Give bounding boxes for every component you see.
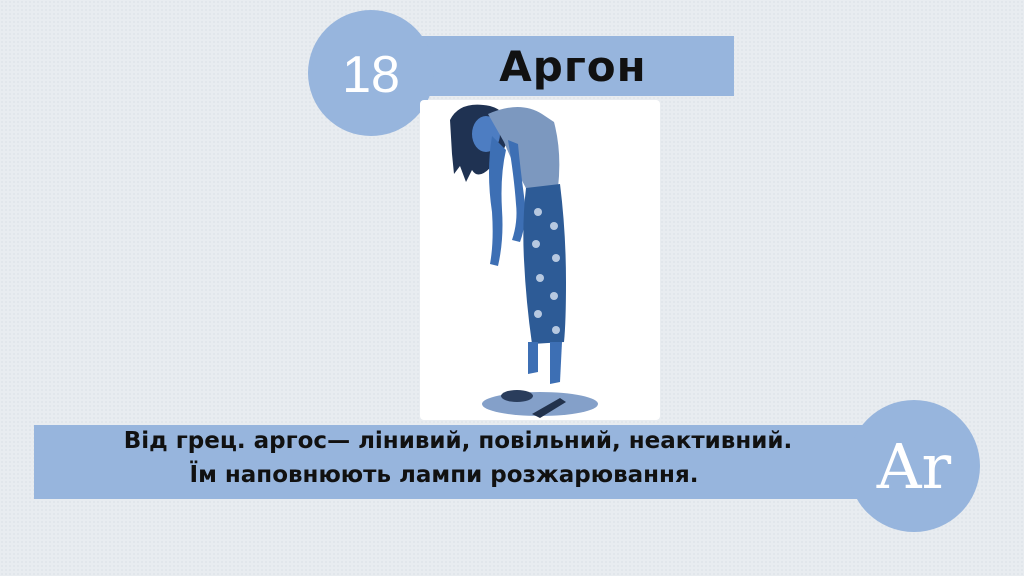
right-leg [550, 342, 562, 384]
element-symbol-badge [848, 400, 980, 532]
left-leg [528, 342, 538, 374]
slipper-icon [501, 390, 533, 402]
description-line-1: Від грец. аргос— лінивий, повільний, неактивний. [123, 428, 793, 454]
element-name: Аргон [499, 41, 647, 91]
description-line-2: Їм наповнюють лампи розжарювання. [189, 462, 699, 488]
left-arm [489, 136, 506, 266]
element-symbol: Ar [876, 429, 952, 503]
pants [523, 184, 566, 344]
atomic-number-badge [308, 10, 434, 136]
atomic-number: 18 [342, 46, 400, 104]
lazy-figure-icon [420, 92, 660, 432]
